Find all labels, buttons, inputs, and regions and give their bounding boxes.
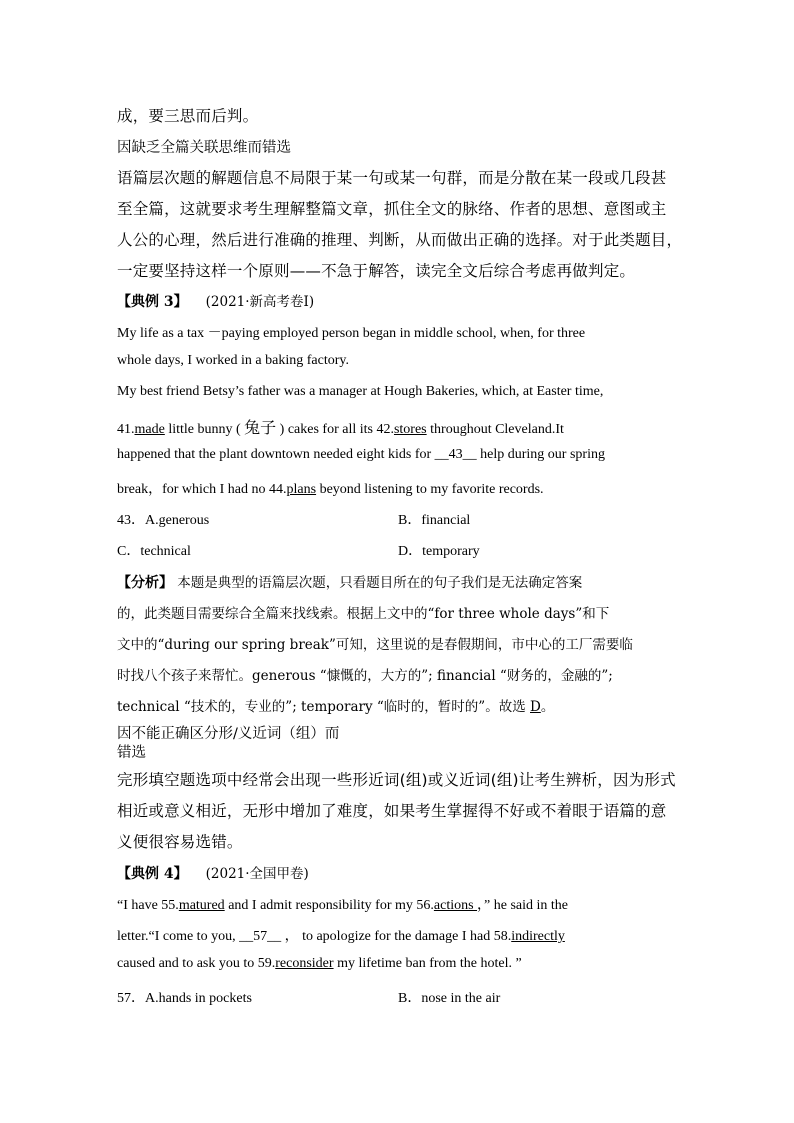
example-header bbox=[117, 862, 309, 883]
text-span: and I admit responsibility for my 56. bbox=[224, 898, 434, 913]
analysis-line: 时找八个孩子来帮忙。generous “慷慨的，大方的”; financial “财务的，金融的”; bbox=[117, 668, 613, 684]
text-line: 一定要坚持这样一个原则——不急于解答，读完全文后综合考虑再做判定。 bbox=[117, 262, 636, 280]
analysis-line: 文中的“during our spring break”可知，这里说的是春假期间，市中心的工厂需要临 bbox=[117, 637, 633, 653]
passage-line: My life as a tax －paying employed person began in middle school, when, for three bbox=[117, 326, 586, 341]
answer-word: reconsider bbox=[275, 956, 334, 971]
example-header bbox=[117, 290, 314, 311]
text-line: 人公的心理，然后进行准确的推理、判断，从而做出正确的选择。对于此类题目， bbox=[117, 231, 683, 249]
option-d: D．temporary bbox=[398, 544, 480, 559]
text-span: break，for which I had no 44. bbox=[117, 482, 287, 497]
text-line: 成，要三思而后判。 bbox=[117, 107, 259, 125]
answer-word: matured bbox=[178, 898, 225, 913]
text-span: 。 bbox=[540, 699, 555, 715]
text-line: 语篇层次题的解题信息不局限于某一句或某一句群，而是分散在某一段或几段甚 bbox=[117, 169, 667, 187]
example-source: (2021·新高考卷Ⅰ) bbox=[205, 294, 315, 310]
text-span: 兔子 bbox=[244, 418, 277, 437]
text-span: ) cakes for all its 42. bbox=[276, 422, 394, 437]
passage-line bbox=[117, 894, 568, 914]
text-span: help during our spring bbox=[476, 447, 605, 462]
text-span: letter.“I come to you, bbox=[117, 929, 240, 944]
option-a: 43．A.generous bbox=[117, 513, 210, 528]
text-span: little bunny ( bbox=[164, 422, 245, 437]
analysis-line bbox=[117, 571, 582, 592]
section-heading: 因缺乏全篇关联思维而错选 bbox=[117, 140, 291, 156]
analysis-label: 【分析】 bbox=[117, 575, 173, 591]
text-span: my lifetime ban from the hotel. ” bbox=[333, 956, 522, 971]
text-line: 至全篇，这就要求考生理解整篇文章，抓住全文的脉络、作者的思想、意图或主 bbox=[117, 200, 667, 218]
answer-word: actions bbox=[433, 898, 478, 913]
passage-line: whole days, I worked in a baking factory. bbox=[117, 353, 349, 368]
example-label: 【典例 3】 bbox=[117, 294, 188, 310]
text-line: 相近或意义相近，无形中增加了难度，如果考生掌握得不好或不着眼于语篇的意 bbox=[117, 802, 667, 820]
answer-word: indirectly bbox=[511, 929, 565, 944]
example-label: 【典例 4】 bbox=[117, 866, 188, 882]
text-span: happened that the plant downtown needed eight kids for bbox=[117, 447, 435, 462]
example-source: (2021·全国甲卷) bbox=[205, 866, 309, 882]
text-span: technical “技术的，专业的”; temporary “临时的，暂时的”。故选 bbox=[117, 699, 530, 715]
passage-line bbox=[117, 415, 564, 438]
text-span: “I have 55. bbox=[117, 898, 179, 913]
text-span: ，” he said in the bbox=[477, 898, 569, 913]
text-span: throughout Cleveland.It bbox=[426, 422, 564, 437]
answer-word: plans bbox=[286, 482, 317, 497]
passage-line bbox=[117, 447, 605, 463]
passage-line bbox=[117, 925, 565, 945]
text-span: beyond listening to my favorite records. bbox=[316, 482, 544, 497]
passage-line: My best friend Betsy’s father was a manager at Hough Bakeries, which, at Easter time, bbox=[117, 384, 604, 399]
option-b: B．financial bbox=[398, 513, 471, 528]
answer-word: stores bbox=[393, 422, 427, 437]
answer-letter: D bbox=[530, 699, 541, 715]
text-span: 本题是典型的语篇层次题，只看题目所在的句子我们是无法确定答案 bbox=[173, 575, 583, 591]
section-heading: 因不能正确区分形/义近词（组）而 bbox=[117, 726, 340, 742]
answer-word: made bbox=[134, 422, 165, 437]
text-span: 41. bbox=[117, 422, 135, 437]
text-line: 义便很容易选错。 bbox=[117, 833, 243, 851]
analysis-line: 的，此类题目需要综合全篇来找线索。根据上文中的“for three whole days”和下 bbox=[117, 606, 610, 622]
section-heading: 错选 bbox=[117, 745, 146, 761]
text-span: caused and to ask you to 59. bbox=[117, 956, 276, 971]
option-a: 57．A.hands in pockets bbox=[117, 991, 252, 1006]
blank-43: __43__ bbox=[434, 447, 477, 462]
option-b: B．nose in the air bbox=[398, 991, 501, 1006]
text-line: 完形填空题选项中经常会出现一些形近词(组)或义近词(组)让考生辨析，因为形式 bbox=[117, 771, 676, 789]
analysis-line bbox=[117, 695, 554, 715]
text-span: ， to apologize for the damage I had 58. bbox=[281, 929, 512, 944]
passage-line bbox=[117, 478, 544, 498]
blank-57: __57__ bbox=[239, 929, 282, 944]
option-c: C．technical bbox=[117, 544, 191, 559]
passage-line bbox=[117, 956, 522, 972]
